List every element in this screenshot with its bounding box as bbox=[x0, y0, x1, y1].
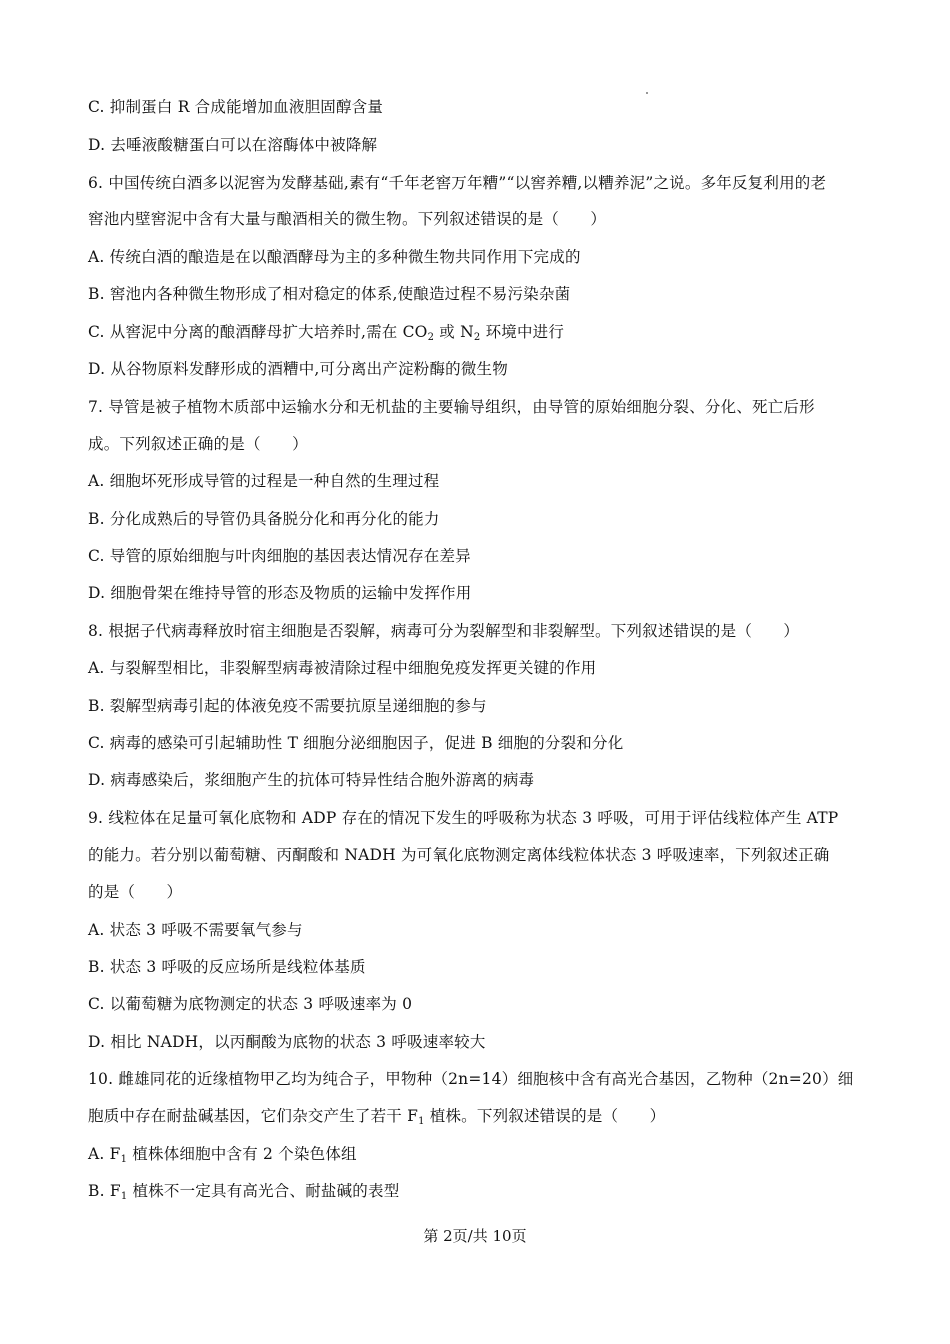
question-9-stem-3: 的是（ ） bbox=[88, 883, 183, 901]
question-9-stem-1: 9. 线粒体在足量可氧化底物和 ADP 存在的情况下发生的呼吸称为状态 3 呼吸，可用于评估线粒体产生 ATP bbox=[88, 809, 839, 827]
subscript-1: 1 bbox=[120, 1191, 128, 1202]
option-5d: D. 去唾液酸糖蛋白可以在溶酶体中被降解 bbox=[88, 136, 378, 154]
question-10-stem-2-pre: 胞质中存在耐盐碱基因，它们杂交产生了若干 F bbox=[88, 1107, 419, 1125]
option-8c: C. 病毒的感染可引起辅助性 T 细胞分泌细胞因子，促进 B 细胞的分裂和分化 bbox=[88, 734, 624, 752]
option-9a: A. 状态 3 呼吸不需要氧气参与 bbox=[88, 921, 303, 939]
page-footer: 第 2页/共 10页 bbox=[423, 1227, 527, 1245]
option-10a-post: 植株体细胞中含有 2 个染色体组 bbox=[127, 1145, 357, 1163]
question-10-stem-2 bbox=[88, 1106, 878, 1126]
option-5c: C. 抑制蛋白 R 合成能增加血液胆固醇含量 bbox=[88, 98, 384, 116]
subscript-2: 2 bbox=[473, 332, 481, 343]
option-9c: C. 以葡萄糖为底物测定的状态 3 呼吸速率为 0 bbox=[88, 995, 413, 1013]
option-8d: D. 病毒感染后，浆细胞产生的抗体可特异性结合胞外游离的病毒 bbox=[88, 771, 535, 789]
question-6-stem-1: 6. 中国传统白酒多以泥窖为发酵基础,素有“千年老窖万年糟”“以窖养糟,以糟养泥”之说。多年反复利用的老 bbox=[88, 174, 827, 192]
option-10b-pre: B. F bbox=[88, 1182, 121, 1200]
option-8b: B. 裂解型病毒引起的体液免疫不需要抗原呈递细胞的参与 bbox=[88, 697, 487, 715]
subscript-1: 1 bbox=[418, 1116, 425, 1127]
question-6-stem-2: 窖池内壁窖泥中含有大量与酿酒相关的微生物。下列叙述错误的是（ ） bbox=[88, 210, 607, 228]
option-6b: B. 窖池内各种微生物形成了相对稳定的体系,使酿造过程不易污染杂菌 bbox=[88, 285, 571, 303]
option-6c bbox=[88, 322, 878, 342]
option-9b: B. 状态 3 呼吸的反应场所是线粒体基质 bbox=[88, 958, 366, 976]
question-7-stem-1: 7. 导管是被子植物木质部中运输水分和无机盐的主要输导组织，由导管的原始细胞分裂、分化、死亡后形 bbox=[88, 398, 815, 416]
option-7b: B. 分化成熟后的导管仍具备脱分化和再分化的能力 bbox=[88, 510, 440, 528]
option-10b-post: 植株不一定具有高光合、耐盐碱的表型 bbox=[127, 1182, 400, 1200]
option-10b bbox=[88, 1181, 878, 1201]
question-10-stem-2-post: 植株。下列叙述错误的是（ ） bbox=[424, 1107, 666, 1125]
option-7a: A. 细胞坏死形成导管的过程是一种自然的生理过程 bbox=[88, 472, 440, 490]
option-6c-mid: 或 N bbox=[434, 323, 474, 341]
question-10-stem-1: 10. 雌雄同花的近缘植物甲乙均为纯合子，甲物种（2n=14）细胞核中含有高光合基因，乙物种（2n=20）细 bbox=[88, 1070, 854, 1088]
option-10a bbox=[88, 1144, 878, 1164]
option-6c-pre: C. 从窖泥中分离的酿酒酵母扩大培养时,需在 CO bbox=[88, 323, 428, 341]
subscript-1: 1 bbox=[120, 1154, 128, 1165]
option-7c: C. 导管的原始细胞与叶肉细胞的基因表达情况存在差异 bbox=[88, 547, 471, 565]
question-7-stem-2: 成。下列叙述正确的是（ ） bbox=[88, 435, 308, 453]
question-9-stem-2: 的能力。若分别以葡萄糖、丙酮酸和 NADH 为可氧化底物测定离体线粒体状态 3 呼吸速率，下列叙述正确 bbox=[88, 846, 830, 864]
subscript-2: 2 bbox=[427, 332, 435, 343]
option-6d: D. 从谷物原料发酵形成的酒糟中,可分离出产淀粉酶的微生物 bbox=[88, 360, 508, 378]
option-8a: A. 与裂解型相比，非裂解型病毒被清除过程中细胞免疫发挥更关键的作用 bbox=[88, 659, 597, 677]
option-10a-pre: A. F bbox=[88, 1145, 121, 1163]
option-6a: A. 传统白酒的酿造是在以酿酒酵母为主的多种微生物共同作用下完成的 bbox=[88, 248, 581, 266]
question-8-stem: 8. 根据子代病毒释放时宿主细胞是否裂解，病毒可分为裂解型和非裂解型。下列叙述错误的是（ ） bbox=[88, 622, 800, 640]
option-7d: D. 细胞骨架在维持导管的形态及物质的运输中发挥作用 bbox=[88, 584, 472, 602]
option-6c-post: 环境中进行 bbox=[480, 323, 565, 341]
stray-mark bbox=[646, 92, 648, 94]
option-9d: D. 相比 NADH，以丙酮酸为底物的状态 3 呼吸速率较大 bbox=[88, 1033, 486, 1051]
